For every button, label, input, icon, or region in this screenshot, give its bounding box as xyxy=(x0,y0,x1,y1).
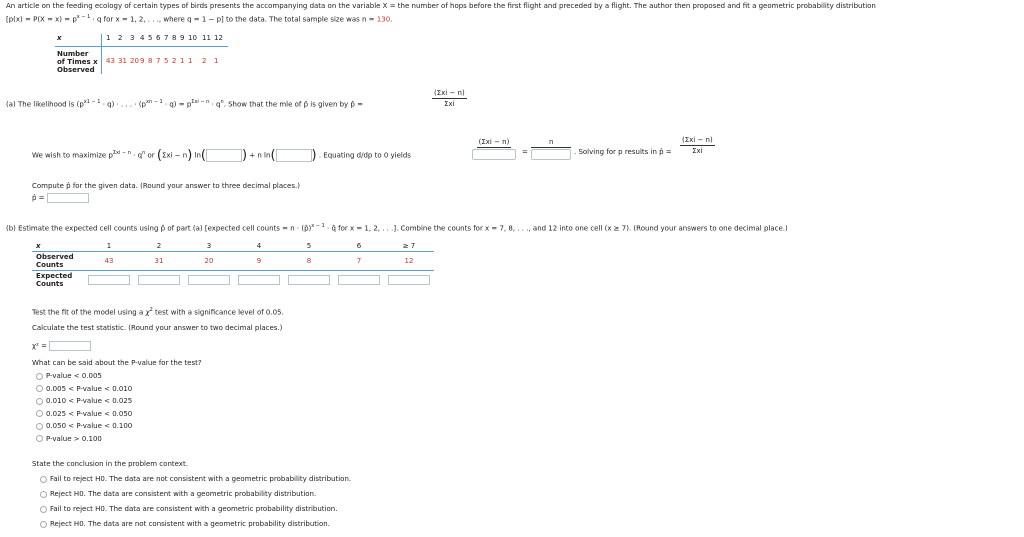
x-header: x xyxy=(55,34,102,47)
expected-header xyxy=(32,271,84,290)
compute-text: Compute p̂ for the given data. (Round your answer to three decimal places.) xyxy=(32,182,300,190)
part-a-label: (a) xyxy=(6,100,16,109)
observed-value-9: 1 xyxy=(180,56,185,65)
radio-button[interactable] xyxy=(40,476,47,483)
part-a-likelihood xyxy=(6,99,363,108)
observed-value-7: 5 xyxy=(164,56,169,65)
chi-test-text-b: test with a significance level of 0.05. xyxy=(152,308,284,317)
equals-sign: = xyxy=(522,148,528,156)
conclusion-option-label: Fail to reject H0. The data are consistent with a geometric probability distribution. xyxy=(50,505,338,513)
radio-button[interactable] xyxy=(36,423,43,430)
x-value-4: 4 xyxy=(140,34,145,42)
likelihood-text-4: · q xyxy=(209,100,221,109)
likelihood-text-5: . Show that the mle of p̂ is given by p̂ = xyxy=(223,100,363,109)
likelihood-exp-1: x1 − 1 xyxy=(83,99,101,105)
intro-line-1: An article on the feeding ecology of certain types of birds presents the accompanying data on the variable X = the number of hops before the first flight and preceded by a flight. The author then proposed and fit a geometric probability distribution xyxy=(6,2,876,10)
x-value-11: 11 xyxy=(202,34,211,42)
ln-input-2[interactable] xyxy=(276,149,312,162)
conclusion-question: State the conclusion in the problem context. xyxy=(32,460,188,468)
pvalue-option-label: 0.010 < P-value < 0.025 xyxy=(46,397,133,406)
observed-value-1: 43 xyxy=(106,56,115,65)
observed-value-4: 9 xyxy=(140,56,145,65)
result-fraction xyxy=(680,136,715,155)
radio-button[interactable] xyxy=(36,410,43,417)
ln2-close-paren: ) xyxy=(311,148,317,163)
chi-test-text-a: Test the fit of the model using a xyxy=(32,308,146,317)
intro-formula-exp: x − 1 xyxy=(76,14,91,20)
chi-label: χ² = xyxy=(32,342,47,350)
exp-obs-2: 31 xyxy=(154,257,164,265)
likelihood-text-1: The likelihood is (p xyxy=(18,100,84,109)
radio-button[interactable] xyxy=(36,398,43,405)
exp-obs-7: 12 xyxy=(404,257,414,265)
equate-denominator-input-1[interactable] xyxy=(472,149,516,160)
exp-x-3: 3 xyxy=(206,242,212,250)
exp-obs-4: 9 xyxy=(256,257,262,265)
equate-denominator-2 xyxy=(531,148,571,160)
intro-formula-a: [p(x) = P(X = x) = p xyxy=(6,15,77,24)
pvalue-option-1[interactable] xyxy=(36,370,132,383)
observed-value-10: 1 xyxy=(188,56,193,65)
expected-input-1[interactable] xyxy=(88,275,130,285)
radio-button[interactable] xyxy=(36,435,43,442)
expected-input-4[interactable] xyxy=(238,275,280,285)
exp-observed-header xyxy=(32,252,84,271)
pvalue-option-2[interactable] xyxy=(36,383,132,396)
maximize-text-3: or xyxy=(145,151,157,160)
pvalue-option-label: P-value < 0.005 xyxy=(46,372,102,380)
calc-text: Calculate the test statistic. (Round your answer to two decimal places.) xyxy=(32,324,283,332)
equating-text: . Equating d/dp to 0 yields xyxy=(318,151,411,160)
expected-input-3[interactable] xyxy=(188,275,230,285)
expected-label-1: Expected xyxy=(36,272,73,280)
pvalue-option-4[interactable] xyxy=(36,408,132,421)
likelihood-exp-2: xn − 1 xyxy=(146,99,163,105)
maximize-exp: Σxi − n xyxy=(112,150,131,157)
x-values-row xyxy=(102,34,229,47)
exp-x-header: x xyxy=(36,242,41,250)
exp-x-4: 4 xyxy=(256,242,262,250)
close-paren: ) xyxy=(187,148,193,163)
conclusion-option-label: Reject H0. The data are consistent with a geometric probability distribution. xyxy=(50,490,317,498)
pvalue-option-label: P-value > 0.100 xyxy=(46,434,102,443)
pvalue-option-label: 0.005 < P-value < 0.010 xyxy=(46,384,133,393)
pvalue-option-label: 0.050 < P-value < 0.100 xyxy=(46,422,133,431)
expected-input-5[interactable] xyxy=(288,275,330,285)
observed-header xyxy=(55,47,102,75)
radio-button[interactable] xyxy=(36,373,43,380)
chi-symbol: χ xyxy=(145,308,150,317)
sample-size: 130 xyxy=(376,15,391,24)
equate-numerator-2: n xyxy=(531,138,571,148)
observed-table xyxy=(55,34,228,74)
part-b-label: (b) xyxy=(6,224,16,233)
observed-value-12: 1 xyxy=(214,56,219,65)
exp-x-2: 2 xyxy=(156,242,162,250)
radio-button[interactable] xyxy=(40,506,47,513)
exp-x-1: 1 xyxy=(106,242,112,250)
sum-term: Σxi − n xyxy=(161,151,188,160)
expected-label-2: Counts xyxy=(36,280,64,288)
ln-close-paren: ) xyxy=(241,148,248,163)
radio-button[interactable] xyxy=(40,521,47,528)
chi-exp: 2 xyxy=(149,307,153,313)
x-value-10: 10 xyxy=(188,34,197,42)
equate-fraction-1 xyxy=(472,138,516,160)
intro-formula-c: . xyxy=(390,15,393,24)
observed-label-2-text: of Times x xyxy=(57,58,98,66)
maximize-exp-2: n xyxy=(142,150,146,157)
plus-n-ln: + n ln xyxy=(249,151,271,160)
exp-obs-5: 8 xyxy=(306,257,312,265)
intro-formula-b: · q for x = 1, 2, . . ., where q = 1 − p] to the data. The total sample size was n = xyxy=(90,15,377,24)
exp-x-5: 5 xyxy=(306,242,312,250)
chi-row xyxy=(32,341,91,351)
x-value-12: 12 xyxy=(214,34,223,42)
x-value-6: 6 xyxy=(156,34,161,42)
x-value-1: 1 xyxy=(106,34,111,42)
observed-values-row xyxy=(102,47,229,75)
chi-test-text xyxy=(32,307,284,316)
conclusion-option-label: Reject H0. The data are not consistent with a geometric probability distribution. xyxy=(50,520,330,528)
equate-denominator-1 xyxy=(472,148,516,160)
expected-input-7[interactable] xyxy=(388,275,430,285)
pvalue-option-label: 0.025 < P-value < 0.050 xyxy=(46,409,133,418)
equate-numerator-1: (Σxi − n) xyxy=(478,138,510,146)
maximize-text: We wish to maximize p xyxy=(32,151,113,160)
ln-input-1[interactable] xyxy=(206,149,242,162)
equate-denominator-input-2[interactable] xyxy=(531,149,571,160)
x-value-2: 2 xyxy=(118,34,123,42)
observed-value-11: 2 xyxy=(202,56,207,65)
radio-button[interactable] xyxy=(40,491,47,498)
likelihood-text-2: · q) · . . . · (p xyxy=(100,100,146,109)
part-b-exp: x − 1 xyxy=(311,223,325,229)
conclusion-option-3[interactable] xyxy=(40,502,351,517)
p-hat-row xyxy=(32,193,89,203)
open-paren: ( xyxy=(156,148,162,163)
maximize-text-2: · q xyxy=(130,151,143,160)
ln-open-paren: ( xyxy=(200,148,206,163)
mle-denominator: Σxi xyxy=(444,100,455,108)
exp-obs-3: 20 xyxy=(204,257,214,265)
likelihood-text-3: · q) = p xyxy=(162,100,192,109)
solving-text: . Solving for p results in p̂ = xyxy=(574,148,672,156)
exp-obs-6: 7 xyxy=(356,257,362,265)
conclusion-option-4[interactable] xyxy=(40,517,351,532)
conclusion-option-1[interactable] xyxy=(40,472,351,487)
part-b-text-2: · q̂ for x = 1, 2, . . .]. Combine the counts for x = 7, 8, . . ., and 12 into one cell (x ≥ 7). (Round your answers to one decimal place.) xyxy=(324,224,788,233)
exp-obs-1: 43 xyxy=(104,257,114,265)
x-value-3: 3 xyxy=(130,34,135,42)
conclusion-option-label: Fail to reject H0. The data are not consistent with a geometric probability distribution. xyxy=(50,475,352,483)
exp-x-7: ≥ 7 xyxy=(402,242,416,250)
observed-value-2: 31 xyxy=(118,56,127,65)
mle-fraction xyxy=(432,89,467,108)
ln2-open-paren: ( xyxy=(270,148,276,163)
maximize-line xyxy=(32,148,411,163)
x-value-7: 7 xyxy=(164,34,169,42)
result-denominator: Σxi xyxy=(692,147,703,155)
expected-table xyxy=(32,241,434,289)
intro-line-2 xyxy=(6,14,392,23)
exp-observed-label-2: Counts xyxy=(36,261,64,269)
observed-value-6: 7 xyxy=(156,56,161,65)
p-hat-label: p̂ = xyxy=(32,194,45,202)
equate-fraction-2 xyxy=(531,138,571,160)
likelihood-exp-4: n xyxy=(220,99,224,105)
chi-input[interactable] xyxy=(49,341,91,351)
radio-button[interactable] xyxy=(36,385,43,392)
x-value-9: 9 xyxy=(180,34,185,42)
part-b-intro xyxy=(6,223,788,232)
pvalue-question: What can be said about the P-value for the test? xyxy=(32,359,202,367)
pvalue-option-5[interactable] xyxy=(36,420,132,433)
mle-numerator: (Σxi − n) xyxy=(434,89,465,97)
observed-value-8: 2 xyxy=(172,56,177,65)
observed-value-3: 20 xyxy=(130,56,139,65)
observed-label-3: Observed xyxy=(57,66,95,74)
x-value-8: 8 xyxy=(172,34,177,42)
observed-label-1: Number xyxy=(57,50,89,58)
expected-input-6[interactable] xyxy=(338,275,380,285)
x-value-5: 5 xyxy=(148,34,153,42)
expected-input-2[interactable] xyxy=(138,275,180,285)
p-hat-input[interactable] xyxy=(47,193,89,203)
pvalue-option-3[interactable] xyxy=(36,395,132,408)
pvalue-option-6[interactable] xyxy=(36,433,132,446)
ln-text: ln xyxy=(194,151,201,160)
observed-label-2 xyxy=(57,58,99,66)
exp-x-6: 6 xyxy=(356,242,362,250)
exp-observed-label-1: Observed xyxy=(36,253,74,261)
conclusion-option-2[interactable] xyxy=(40,487,351,502)
likelihood-exp-3: Σxi − n xyxy=(191,99,210,105)
conclusion-options xyxy=(40,472,351,532)
observed-value-5: 8 xyxy=(148,56,153,65)
result-numerator: (Σxi − n) xyxy=(682,136,713,144)
pvalue-options xyxy=(36,370,132,446)
part-b-text: Estimate the expected cell counts using p̂ of part (a) [expected cell counts = n · (p̂) xyxy=(18,224,312,233)
